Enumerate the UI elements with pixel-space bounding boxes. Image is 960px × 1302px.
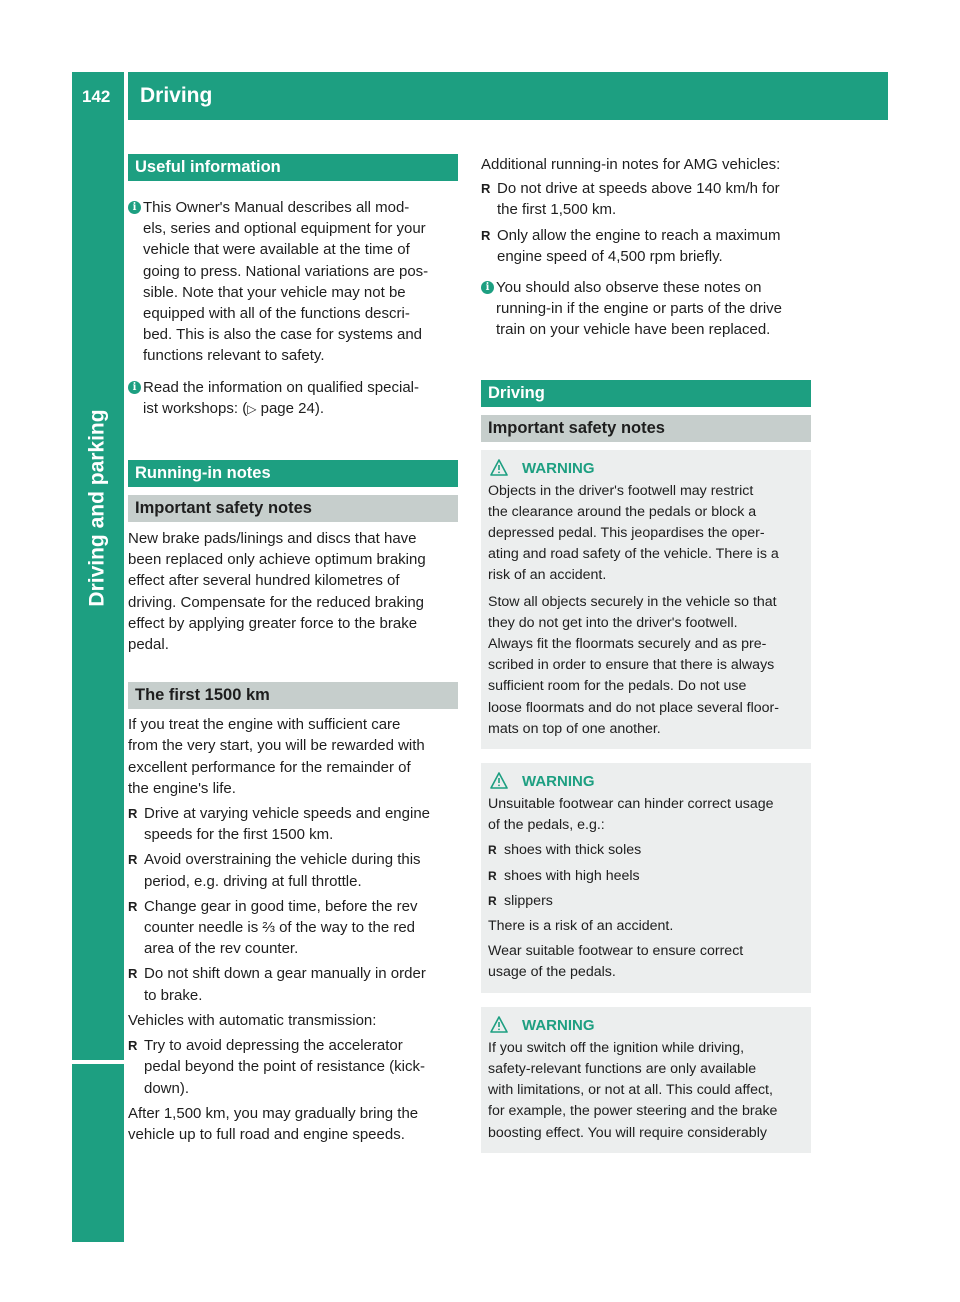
subsection-first-km: The first 1500 km	[128, 682, 458, 709]
info-note	[481, 277, 811, 341]
text-line: been replaced only achieve optimum braking	[128, 551, 426, 569]
warning-box	[481, 763, 811, 993]
text-line: If you switch off the ignition while driving,	[488, 1039, 745, 1056]
text-line: sufficient room for the pedals. Do not use	[488, 678, 747, 695]
warning-header	[488, 770, 804, 794]
text-line: Vehicles with automatic transmission:	[128, 1011, 377, 1029]
list-item	[128, 963, 458, 1005]
text-line: R Only allow the engine to reach a maximum	[497, 226, 781, 244]
warning-box	[481, 1007, 811, 1153]
chapter-title: Driving	[140, 84, 213, 107]
paragraph	[488, 794, 804, 836]
text-line: period, e.g. driving at full throttle.	[144, 872, 362, 890]
header-divider	[124, 72, 128, 120]
text-line: R Change gear in good time, before the rev	[144, 897, 418, 915]
text-line: R Do not drive at speeds above 140 km/h for	[497, 180, 780, 198]
text-line: There is a risk of an accident.	[488, 918, 674, 935]
text-line: train on your vehicle have been replaced.	[496, 321, 771, 339]
text-line: sible. Note that your vehicle may not be	[143, 283, 406, 301]
text-line: functions relevant to safety.	[143, 347, 325, 365]
text-line: boosting effect. You will require considerably	[488, 1124, 767, 1141]
text-line: R Try to avoid depressing the accelerator	[144, 1037, 403, 1055]
text-line: R Avoid overstraining the vehicle during this	[144, 851, 421, 869]
text-line: effect by applying greater force to the brake	[128, 614, 418, 632]
text-line: loose floormats and do not place several floor-	[488, 699, 780, 716]
warning-box	[481, 450, 811, 749]
text-line: usage of the pedals.	[488, 964, 616, 981]
text-line: of the pedals, e.g.:	[488, 817, 605, 834]
subsection-safety-notes: Important safety notes	[128, 495, 458, 522]
text-line: risk of an accident.	[488, 567, 607, 584]
paragraph	[488, 941, 804, 983]
list-item	[488, 866, 804, 887]
text-line: depressed pedal. This jeopardises the oper-	[488, 525, 765, 542]
text-line: engine speed of 4,500 rpm briefly.	[497, 247, 723, 265]
text-line: If you treat the engine with sufficient care	[128, 716, 401, 734]
list-item	[488, 840, 804, 861]
text-line: R shoes with thick soles	[504, 842, 642, 859]
warning-triangle-icon	[490, 459, 508, 482]
warning-triangle-icon	[490, 1016, 508, 1039]
text-line: going to press. National variations are pos-	[143, 262, 429, 280]
info-icon: i	[128, 201, 141, 214]
text-line: effect after several hundred kilometres of	[128, 572, 400, 590]
text-line: els, series and optional equipment for your	[143, 220, 426, 238]
text-line: R shoes with high heels	[504, 867, 640, 884]
text-line: bed. This is also the case for systems and	[143, 326, 423, 344]
text-line: Always fit the floormats securely and as pre-	[488, 636, 767, 653]
text-line: the clearance around the pedals or block a	[488, 503, 757, 520]
text-line: New brake pads/linings and discs that have	[128, 530, 417, 548]
paragraph	[128, 714, 458, 799]
text-line: scribed in order to ensure that there is always	[488, 657, 775, 674]
text-line: R Drive at varying vehicle speeds and engine	[144, 805, 431, 823]
subsection-safety-notes: Important safety notes	[481, 415, 811, 442]
text-line: vehicle up to full road and engine speeds.	[128, 1125, 405, 1143]
warning-label: WARNING	[522, 773, 595, 791]
text-line: counter needle is ⅔ of the way to the red	[144, 919, 416, 937]
list-item	[128, 896, 458, 960]
page-reference-link[interactable]: page 24).	[256, 399, 324, 417]
text-line: from the very start, you will be rewarded with	[128, 737, 425, 755]
paragraph	[488, 1038, 804, 1144]
text-line: for example, the power steering and the brake	[488, 1103, 778, 1120]
text-line: R slippers	[504, 892, 553, 909]
text-line: Objects in the driver's footwell may restrict	[488, 482, 754, 499]
text-fragment: ist workshops: (	[143, 399, 248, 417]
text-line: Read the information on qualified special-	[143, 378, 419, 396]
section-useful-information: Useful information	[128, 154, 458, 181]
text-line: Stow all objects securely in the vehicle so that	[488, 593, 777, 610]
left-column	[128, 154, 458, 1145]
list-item	[128, 1035, 458, 1099]
text-line: pedal beyond the point of resistance (kick-	[144, 1058, 425, 1076]
side-tab-label: Driving and parking	[86, 409, 110, 607]
paragraph	[488, 592, 804, 740]
list-item	[481, 178, 811, 220]
text-line: excellent performance for the remainder of	[128, 758, 411, 776]
text-line: pedal.	[128, 636, 169, 654]
text-line: they do not get into the driver's footwell.	[488, 614, 738, 631]
text-line: equipped with all of the functions descri-	[143, 305, 410, 323]
warning-header	[488, 457, 804, 481]
page-header	[72, 72, 888, 120]
text-line: Additional running-in notes for AMG vehicles:	[481, 156, 781, 173]
text-line: running-in if the engine or parts of the drive	[496, 300, 783, 318]
warning-triangle-icon	[490, 772, 508, 795]
text-line: This Owner's Manual describes all mod-	[143, 199, 410, 216]
text-line: Unsuitable footwear can hinder correct usage	[488, 796, 774, 813]
text-line: area of the rev counter.	[144, 940, 299, 958]
warning-label: WARNING	[522, 1016, 595, 1034]
text-line: down).	[144, 1079, 190, 1097]
section-driving: Driving	[481, 380, 811, 407]
warning-header	[488, 1014, 804, 1038]
list-item	[128, 803, 458, 845]
info-note	[128, 197, 458, 367]
text-line: the engine's life.	[128, 779, 236, 797]
section-running-in: Running-in notes	[128, 460, 458, 487]
paragraph	[128, 528, 458, 655]
text-line: Wear suitable footwear to ensure correct	[488, 943, 744, 960]
text-line: R Do not shift down a gear manually in order	[144, 965, 426, 983]
text-line: safety-relevant functions are only available	[488, 1060, 757, 1077]
side-tab-label-wrap	[73, 378, 123, 638]
text-line: the first 1,500 km.	[497, 201, 617, 219]
text-line: driving. Compensate for the reduced braking	[128, 593, 425, 611]
list-item	[488, 891, 804, 912]
text-line: mats on top of one another.	[488, 720, 661, 737]
side-tab	[72, 120, 124, 1242]
info-note	[128, 377, 458, 420]
info-icon: i	[128, 381, 141, 394]
page-reference-arrow-icon[interactable]: ▷	[247, 401, 257, 416]
warning-label: WARNING	[522, 459, 595, 477]
side-tab-divider	[72, 1060, 124, 1064]
list-item	[481, 225, 811, 267]
text-line: You should also observe these notes on	[496, 279, 762, 297]
text-line: with limitations, or not at all. This could affect,	[488, 1082, 773, 1099]
paragraph	[488, 481, 804, 587]
page-number: 142	[82, 87, 111, 106]
text-line: speeds for the first 1500 km.	[144, 826, 334, 844]
text-line: vehicle that were available at the time of	[143, 241, 410, 259]
text-line	[143, 398, 458, 420]
text-line: ating and road safety of the vehicle. There is a	[488, 546, 779, 563]
paragraph	[128, 1103, 458, 1145]
right-column	[481, 154, 811, 1153]
list-item	[128, 849, 458, 891]
text-line: to brake.	[144, 986, 203, 1004]
text-line: After 1,500 km, you may gradually bring the	[128, 1104, 419, 1122]
info-icon: i	[481, 281, 494, 294]
